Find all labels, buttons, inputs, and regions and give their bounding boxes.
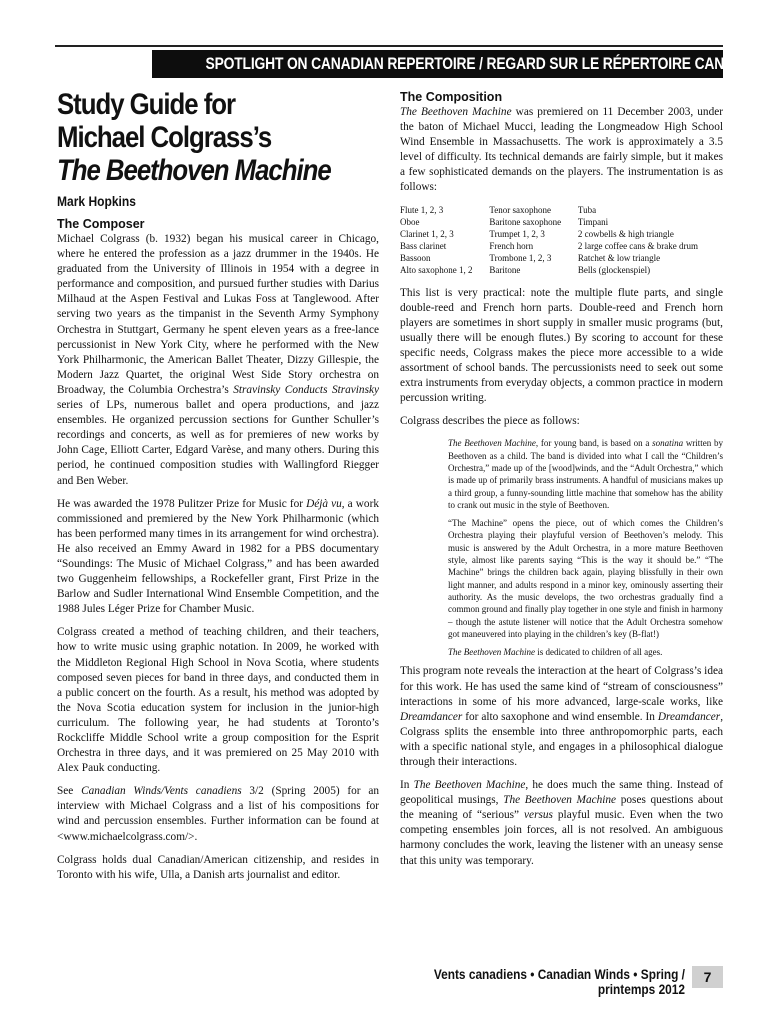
block-quote <box>448 437 723 658</box>
italic-title: Stravinsky Conducts Stravinsky <box>233 383 379 396</box>
instrument-cell: Ratchet & low triangle <box>577 252 661 263</box>
page-number: 7 <box>692 966 723 988</box>
author-byline: Mark Hopkins <box>57 193 136 209</box>
composition-heading: The Composition <box>400 90 503 104</box>
top-rule <box>55 45 723 47</box>
text-run: He was awarded the 1978 Pulitzer Prize for Music for <box>57 497 303 510</box>
instrument-cell: Clarinet 1, 2, 3 <box>400 228 454 239</box>
section-banner <box>152 50 767 78</box>
text-run: Michael Colgrass (b. 1932) began his musical career in Chicago, where he entered the profession as a jazz drummer in the 1940s. He graduated from the University of Illinois in 1954 with a degree in performance and composition, and pursued further studies with Darius Milhaud at the Aspen Festival and Lukas Foss at Tanglewood. After serving two years as the timpanist in the Seventh Army Symphony Orchestra in Stuttgart, Germany he spent eleven years as a free-lance percussionist in New York City, where he performed with the New York Philharmonic, the American Ballet Theater, Dizzy Gillespie, the Modern Jazz Quartet, the original West Side Story orchestra on Broadway, the Columbia Orchestra’s <box>57 233 379 396</box>
instrument-cell: Trombone 1, 2, 3 <box>489 252 552 263</box>
quote-paragraph-3 <box>448 646 723 658</box>
title-line-1: Study Guide for <box>57 88 236 121</box>
text-run: for alto saxophone and wind ensemble. In <box>465 710 655 723</box>
text-run: playful music. Even when the two competing ensembles join forces, all is not resolved. An ambiguous harmony concludes the work, leaving the listener with an uneasy sense that this unity was temporary. <box>400 809 724 867</box>
composer-heading: The Composer <box>57 217 145 231</box>
composition-paragraph-5 <box>400 778 723 869</box>
text-run: series of LPs, numerous ballet and opera productions, and jazz ensembles. He organized percussion sections for Gunther Schuller’s recordings and concerts, as well as for premieres of new works by John Cage, Elliott Carter, Edgard Varèse, and many others. During this period, he continued composition studies with Wallingford Riegger and Ben Weber. <box>57 399 379 487</box>
text-run: , a work commissioned and premiered by the New York Philharmonic (which has been performed many times in its arrangement for wind orchestra). He also received an Emmy Award in 1982 for a PBS documentary “Soundings: The Music of Michael Colgrass,” and has been awarded two Guggenheim fellowships, a Rockefeller grant, First Prize in the Barlow and Sudler International Wind Ensemble Competition, and the 1988 Jules Léger Prize for Chamber Music. <box>57 497 379 616</box>
text-run: was premiered on 11 December 2003, under the baton of Michael Mucci, leading the Longmeadow High School Wind Ensemble in Massachusetts. The work is approximately a 3.5 level of difficulty. Its technical demands are fairly simple, but it makes a few sophisticated demands on the players. The instrumentation is as follows: <box>400 106 723 194</box>
left-column <box>57 88 379 891</box>
italic-title: The Beethoven Machine <box>448 647 535 658</box>
italic-title: Déjà vu <box>306 497 342 510</box>
instrument-cell: Tenor saxophone <box>489 204 552 215</box>
composition-paragraph-4 <box>400 664 723 770</box>
text-run: is dedicated to children of all ages. <box>537 647 663 658</box>
right-column <box>400 90 723 877</box>
instrument-cell: Bassoon <box>400 252 431 263</box>
instrumentation-table <box>400 204 723 276</box>
quote-paragraph-1 <box>448 437 723 511</box>
italic-title: Dreamdancer <box>400 710 463 723</box>
text-run: This program note reveals the interaction at the heart of Colgrass’s idea for this work. He has used the same kind of “stream of consciousness” interactions in some of his more advanced, large-scale works, like <box>400 665 723 708</box>
composition-paragraph-2: This list is very practical: note the multiple flute parts, and single double-reed and French horn parts. Double-reed and French horn players are sometimes in short supply in smaller music programs (but, usually there will be enough flutes.) By scoring to account for these specific needs, Colgrass makes the piece more accessible to a wide assortment of school bands. The percussionists need to seek out some extra instruments from everyday objects, a common practice in modern percussion writing. <box>400 286 723 405</box>
instrument-row <box>400 228 723 240</box>
instrument-cell: Baritone saxophone <box>489 216 562 227</box>
text-run: , Colgrass splits the ensemble into three anthropomorphic parts, each with a specific national style, and engages in a philosophical dialogue through their interactions. <box>400 710 724 769</box>
composition-paragraph-3: Colgrass describes the piece as follows: <box>400 415 580 428</box>
instrument-cell: Bells (glockenspiel) <box>577 264 651 275</box>
composer-paragraph-3: Colgrass created a method of teaching children, and their teachers, how to write music using graphic notation. In 2009, he worked with the Middleton Regional High School in Nova Scotia, where students composed seven pieces for band in three days, and conducted them in a public concert on the fourth. As a result, his method was adopted by the Nova Scotia education system for inclusion in the junior-high curriculum. The following year, he had students at Toronto’s Rockcliffe Middle School write a group composition for the Esprit Orchestra in three days, and it was premiered on 25 May 2010 with Alex Pauk conducting. <box>57 626 379 775</box>
text-run: In <box>400 779 410 792</box>
instrument-cell: Alto saxophone 1, 2 <box>400 264 473 275</box>
italic-title: Canadian Winds/Vents canadiens <box>81 785 242 798</box>
composer-paragraph-4 <box>57 784 379 844</box>
instrument-cell: 2 large coffee cans & brake drum <box>577 240 699 251</box>
text-run: , for young band, is based on a <box>535 438 650 449</box>
instrument-cell: Oboe <box>400 216 420 227</box>
title-line-2: Michael Colgrass’s <box>57 121 272 154</box>
instrument-cell: 2 cowbells & high triangle <box>577 228 674 239</box>
footer-issue-line: Vents canadiens • Canadian Winds • Spring / printemps 2012 <box>433 967 685 997</box>
title-line-3: The Beethoven Machine <box>57 154 331 187</box>
instrument-row <box>400 240 723 252</box>
banner-text: SPOTLIGHT ON CANADIAN REPERTOIRE / REGARD SUR LE RÉPERTOIRE CANADIEN <box>205 55 767 73</box>
instrument-cell: Baritone <box>489 264 521 275</box>
italic-title: The Beethoven Machine <box>448 438 536 449</box>
italic-word: versus <box>524 809 553 822</box>
instrument-row <box>400 204 723 216</box>
italic-title: The Beethoven Machine <box>503 794 617 807</box>
composer-paragraph-2 <box>57 497 379 618</box>
instrument-row <box>400 264 723 276</box>
text-run: 3/2 (Spring 2005) for an interview with Michael Colgrass and a list of his compositions for wind and percussion ensembles. Further information can be found at <www.michaelcolgrass.com/>. <box>57 785 379 843</box>
instrument-row <box>400 252 723 264</box>
instrument-cell: Trumpet 1, 2, 3 <box>489 228 545 239</box>
quote-paragraph-2: “The Machine” opens the piece, out of which comes the Children’s Orchestra playing their playfuful version of Beethoven’s melody. This music is answered by the Adult Orchestra, in a more mature Beethoven style, almost like parents saying “This is the way it should be.” “The Machine” brings the children back again, playing blissfully in their own light manner, and adults respond in a minor key, ominously asserting their authority. As the music develops, the two orchestras gradually find a common ground and finally play together in one style and finish in harmony – though the astute listener will notice that the Adult Orchestra somehow got maneuvered into playing in the children’s key (B-flat!) <box>448 518 723 639</box>
italic-word: sonatina <box>652 438 684 449</box>
article-title <box>57 88 384 187</box>
composer-paragraph-5: Colgrass holds dual Canadian/American citizenship, and resides in Toronto with his wife, Ulla, a Danish arts journalist and editor. <box>57 853 379 881</box>
instrument-cell: Flute 1, 2, 3 <box>400 204 444 215</box>
text-run: poses questions about the meaning of “serious” <box>400 794 723 822</box>
instrument-cell: Timpani <box>577 216 609 227</box>
instrument-row <box>400 216 723 228</box>
composition-paragraph-1 <box>400 105 723 196</box>
text-run: , he does much the same thing. Instead of geopolitical musings, <box>400 779 723 807</box>
text-run: See <box>57 785 74 798</box>
instrument-cell: Tuba <box>577 204 597 215</box>
italic-title: The Beethoven Machine <box>400 106 512 118</box>
instrument-cell: Bass clarinet <box>400 240 447 251</box>
italic-title: Dreamdancer <box>657 710 721 723</box>
text-run: written by Beethoven as a child. The band is divided into what I call the “Children’s Orchestra,” made up of the [wood]winds, and the “Adult Orchestra,” which is made up of primarily brass instruments. A handful of musicians makes up a third group, a funny-sounding little machine that somehow has the ability to crank out music in the style of Beethoven. <box>448 438 724 510</box>
instrument-cell: French horn <box>489 240 534 251</box>
italic-title: The Beethoven Machine <box>413 779 526 792</box>
composer-paragraph-1 <box>57 232 379 489</box>
